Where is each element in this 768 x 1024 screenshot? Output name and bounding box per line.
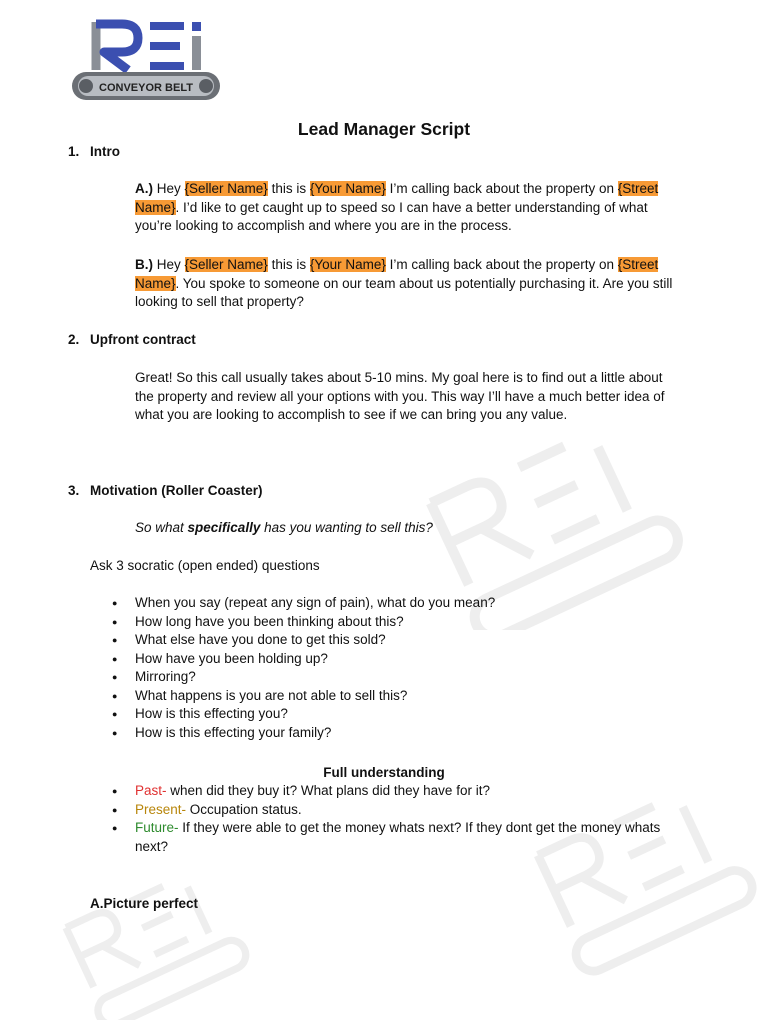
emphasis: specifically <box>187 520 261 535</box>
text-span: Hey <box>153 181 185 196</box>
text-span: Hey <box>153 257 185 272</box>
past-text: when did they buy it? What plans did they have for it? <box>166 783 490 798</box>
future-text: If they were able to get the money whats next? If they dont get the money whats next? <box>135 820 661 854</box>
motivation-question <box>135 519 680 538</box>
list-item <box>112 801 692 820</box>
full-understanding-list <box>112 782 692 856</box>
question-item: ● When you say (repeat any sign of pain), what do you mean? <box>112 594 692 613</box>
placeholder-seller-name: {Seller Name} <box>184 181 268 196</box>
document-title: Lead Manager Script <box>297 119 471 139</box>
watermark-logo <box>30 860 290 1020</box>
section-number: 1. <box>68 144 80 159</box>
placeholder-street-name: {Street Name} <box>135 181 659 215</box>
full-understanding-heading: Full understanding <box>323 765 445 780</box>
text-span: this is <box>267 257 310 272</box>
section-heading-intro: Intro <box>90 144 120 159</box>
socratic-instruction: Ask 3 socratic (open ended) questions <box>90 558 320 573</box>
option-label: A.) <box>135 181 153 196</box>
picture-perfect-heading: A.Picture perfect <box>90 896 199 911</box>
option-label: B.) <box>135 257 153 272</box>
intro-option-a <box>135 180 680 236</box>
question-item: ● How is this effecting your family? <box>112 724 692 743</box>
present-label: Present- <box>135 801 187 817</box>
question-item: ● How have you been holding up? <box>112 650 692 669</box>
question-item: ● What else have you done to get this sold? <box>112 631 692 650</box>
placeholder-your-name: {Your Name} <box>309 181 386 196</box>
text-span: . I’d like to get caught up to speed so I can have a better understanding of what you’re looking to accomplish and where you are in the process. <box>135 199 648 233</box>
intro-option-b <box>135 256 680 312</box>
question-list <box>112 594 692 742</box>
upfront-contract-text: Great! So this call usually takes about 5-10 mins. My goal here is to find out a little about the property and review all your options with you. This way I’ll have a much better idea of what you are looking to accomplish to see if we can bring you any value. <box>135 370 665 422</box>
placeholder-seller-name: {Seller Name} <box>184 257 268 272</box>
question-item: ● How is this effecting you? <box>112 705 692 724</box>
text-span: . You spoke to someone on our team about us potentially purchasing it. Are you still looking to sell that property? <box>135 275 673 309</box>
rei-conveyor-belt-logo <box>66 14 226 106</box>
section-number: 3. <box>68 483 80 498</box>
section-number: 2. <box>68 332 80 347</box>
future-label: Future- <box>135 820 179 835</box>
svg-text:CONVEYOR BELT: CONVEYOR BELT <box>99 82 193 94</box>
list-item <box>112 782 692 801</box>
text-span: this is <box>267 181 310 196</box>
placeholder-street-name: {Street Name} <box>135 257 659 291</box>
text-span: has you wanting to sell this? <box>260 520 433 535</box>
question-item: ● Mirroring? <box>112 668 692 687</box>
text-span: I’m calling back about the property on <box>385 181 618 196</box>
present-text: Occupation status. <box>186 801 302 817</box>
list-item <box>112 819 692 856</box>
text-span: So what <box>135 520 188 535</box>
section-heading-upfront: Upfront contract <box>90 332 196 347</box>
placeholder-your-name: {Your Name} <box>309 257 386 272</box>
text-span: I’m calling back about the property on <box>385 257 618 272</box>
question-item: ● What happens is you are not able to sell this? <box>112 687 692 706</box>
question-item: ● How long have you been thinking about this? <box>112 613 692 632</box>
section-heading-motivation: Motivation (Roller Coaster) <box>90 483 263 498</box>
past-label: Past- <box>135 783 167 798</box>
